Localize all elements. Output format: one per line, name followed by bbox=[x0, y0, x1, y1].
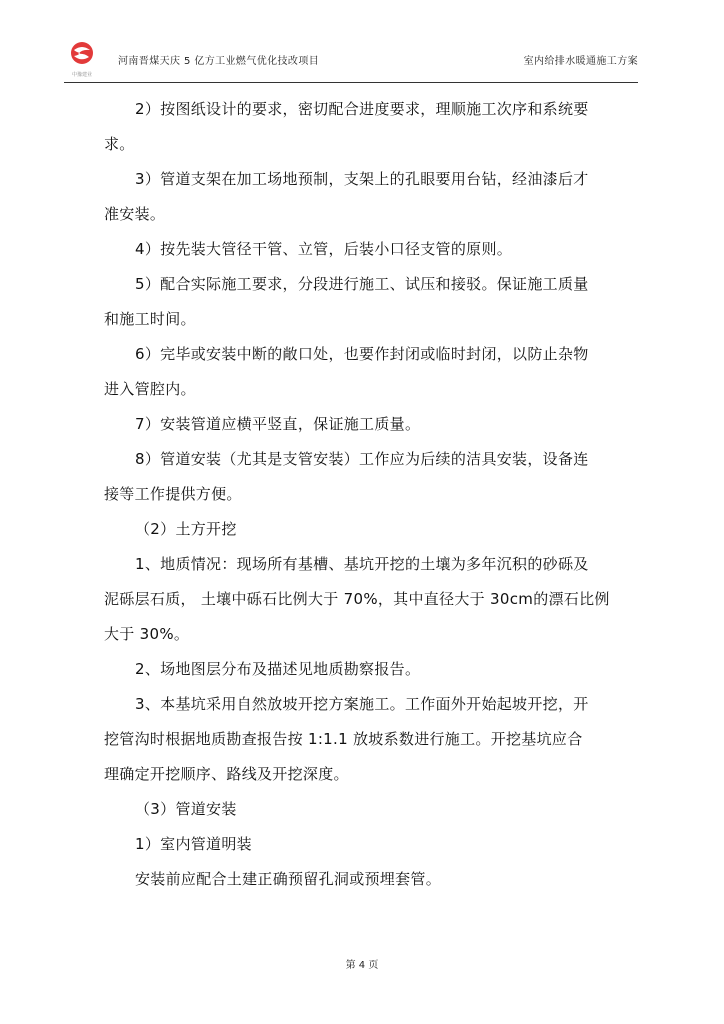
project-title: 河南晋煤天庆 5 亿方工业燃气优化技改项目 bbox=[118, 56, 320, 67]
text-line: 求。 bbox=[104, 135, 135, 153]
text-line: （3）管道安装 bbox=[135, 800, 237, 818]
text-line: 准安装。 bbox=[104, 205, 166, 223]
text-line: 6）完毕或安装中断的敞口处，也要作封闭或临时封闭，以防止杂物 bbox=[135, 345, 589, 363]
text-line: 进入管腔内。 bbox=[104, 380, 196, 398]
text-line: 7）安装管道应横平竖直，保证施工质量。 bbox=[135, 415, 421, 433]
header-divider bbox=[64, 82, 638, 83]
text-line: 1）室内管道明装 bbox=[135, 835, 252, 853]
text-line: 3、本基坑采用自然放坡开挖方案施工。工作面外开始起坡开挖，开 bbox=[135, 695, 589, 713]
text-line: 8）管道安装（尤其是支管安装）工作应为后续的洁具安装，设备连 bbox=[135, 450, 589, 468]
text-line: 挖管沟时根据地质勘查报告按 1:1.1 放坡系数进行施工。开挖基坑应合 bbox=[104, 730, 583, 748]
text-line: 和施工时间。 bbox=[104, 310, 196, 328]
document-body bbox=[104, 92, 624, 897]
text-line: 2）按图纸设计的要求，密切配合进度要求，理顺施工次序和系统要 bbox=[135, 100, 589, 118]
page-number: 第 4 页 bbox=[345, 960, 379, 971]
text-line: 2、场地图层分布及描述见地质勘察报告。 bbox=[135, 660, 421, 678]
text-line: 接等工作提供方便。 bbox=[104, 485, 242, 503]
company-logo-icon bbox=[68, 40, 96, 80]
text-line: 大于 30%。 bbox=[104, 625, 190, 643]
text-line: 泥砾层石质， 土壤中砾石比例大于 70%，其中直径大于 30cm的漂石比例 bbox=[104, 590, 610, 608]
document-title: 室内给排水暖通施工方案 bbox=[523, 56, 638, 67]
text-line: 3）管道支架在加工场地预制，支架上的孔眼要用台钻，经油漆后才 bbox=[135, 170, 589, 188]
text-line: 4）按先装大管径干管、立管，后装小口径支管的原则。 bbox=[135, 240, 513, 258]
text-line: 理确定开挖顺序、路线及开挖深度。 bbox=[104, 765, 349, 783]
page-header bbox=[64, 38, 638, 84]
text-line: （2）土方开挖 bbox=[135, 520, 237, 538]
text-line: 安装前应配合土建正确预留孔洞或预埋套管。 bbox=[135, 870, 442, 888]
svg-text:中豫建业: 中豫建业 bbox=[71, 72, 93, 78]
text-line: 5）配合实际施工要求，分段进行施工、试压和接驳。保证施工质量 bbox=[135, 275, 589, 293]
text-line: 1、地质情况：现场所有基槽、基坑开挖的土壤为多年沉积的砂砾及 bbox=[135, 555, 589, 573]
